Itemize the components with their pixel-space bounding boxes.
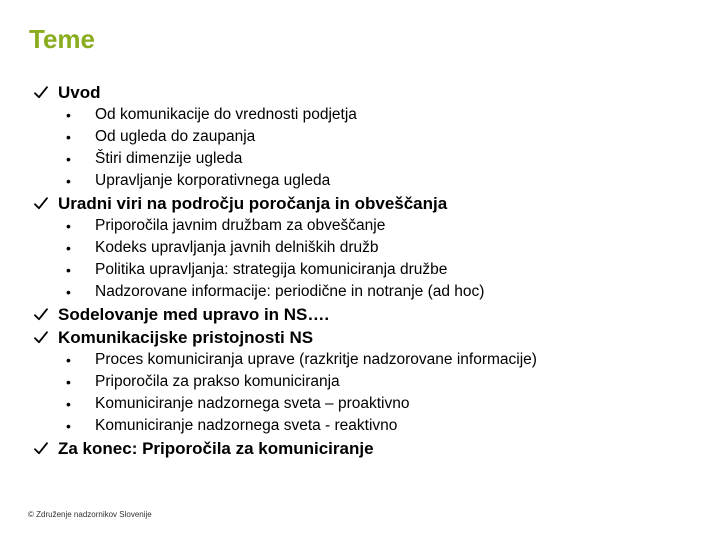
subtopic-item xyxy=(0,104,720,126)
topic-heading xyxy=(0,326,720,349)
subtopic-label: Od ugleda do zaupanja xyxy=(95,128,256,145)
topic-label: Za konec: Priporočila za komuniciranje xyxy=(58,439,374,458)
subtopic-label: Proces komuniciranja uprave (razkritje nadzorovane informacije) xyxy=(95,351,537,368)
topic-label: Komunikacijske pristojnosti NS xyxy=(58,328,314,347)
topic-label: Uradni viri na področju poročanja in obveščanja xyxy=(58,194,448,213)
subtopic-item xyxy=(0,281,720,303)
subtopic-label: Politika upravljanja: strategija komuniciranja družbe xyxy=(95,261,448,278)
topic-item xyxy=(0,326,720,437)
subtopic-label: Kodeks upravljanja javnih delniških družb xyxy=(95,239,379,256)
bullet-icon: • xyxy=(66,151,71,167)
check-icon xyxy=(34,192,52,215)
bullet-icon: • xyxy=(66,374,71,390)
subtopic-label: Priporočila za prakso komuniciranja xyxy=(95,373,340,390)
subtopic-item xyxy=(0,170,720,192)
subtopic-label: Upravljanje korporativnega ugleda xyxy=(95,172,331,189)
subtopic-item xyxy=(0,259,720,281)
topic-item xyxy=(0,303,720,326)
bullet-icon: • xyxy=(66,107,71,123)
bullet-icon: • xyxy=(66,396,71,412)
topic-label: Sodelovanje med upravo in NS…. xyxy=(58,305,330,324)
subtopic-label: Priporočila javnim družbam za obveščanje xyxy=(95,217,386,234)
topic-heading xyxy=(0,437,720,460)
bullet-icon: • xyxy=(66,352,71,368)
bullet-icon: • xyxy=(66,284,71,300)
subtopic-list xyxy=(0,215,720,303)
subtopic-label: Nadzorovane informacije: periodične in notranje (ad hoc) xyxy=(95,283,485,300)
bullet-icon: • xyxy=(66,240,71,256)
topic-item xyxy=(0,437,720,460)
subtopic-list xyxy=(0,349,720,437)
subtopic-item xyxy=(0,349,720,371)
bullet-icon: • xyxy=(66,218,71,234)
topic-label: Uvod xyxy=(58,83,101,102)
subtopic-label: Komuniciranje nadzornega sveta - reaktivno xyxy=(95,417,398,434)
topic-item xyxy=(0,192,720,303)
topic-heading xyxy=(0,303,720,326)
topic-list xyxy=(0,81,720,460)
subtopic-item xyxy=(0,371,720,393)
subtopic-item xyxy=(0,148,720,170)
bullet-icon: • xyxy=(66,262,71,278)
subtopic-list xyxy=(0,104,720,192)
slide-title: Teme xyxy=(29,24,95,54)
subtopic-item xyxy=(0,215,720,237)
subtopic-item xyxy=(0,393,720,415)
check-icon xyxy=(34,437,52,460)
subtopic-item xyxy=(0,415,720,437)
check-icon xyxy=(34,326,52,349)
bullet-icon: • xyxy=(66,173,71,189)
subtopic-item xyxy=(0,237,720,259)
bullet-icon: • xyxy=(66,418,71,434)
topic-item xyxy=(0,81,720,192)
subtopic-item xyxy=(0,126,720,148)
topic-heading xyxy=(0,192,720,215)
subtopic-label: Od komunikacije do vrednosti podjetja xyxy=(95,106,357,123)
subtopic-label: Komuniciranje nadzornega sveta – proaktivno xyxy=(95,395,410,412)
check-icon xyxy=(34,81,52,104)
copyright-footer: © Združenje nadzornikov Slovenije xyxy=(28,510,152,519)
subtopic-label: Štiri dimenzije ugleda xyxy=(95,150,243,167)
topic-heading xyxy=(0,81,720,104)
bullet-icon: • xyxy=(66,129,71,145)
check-icon xyxy=(34,303,52,326)
